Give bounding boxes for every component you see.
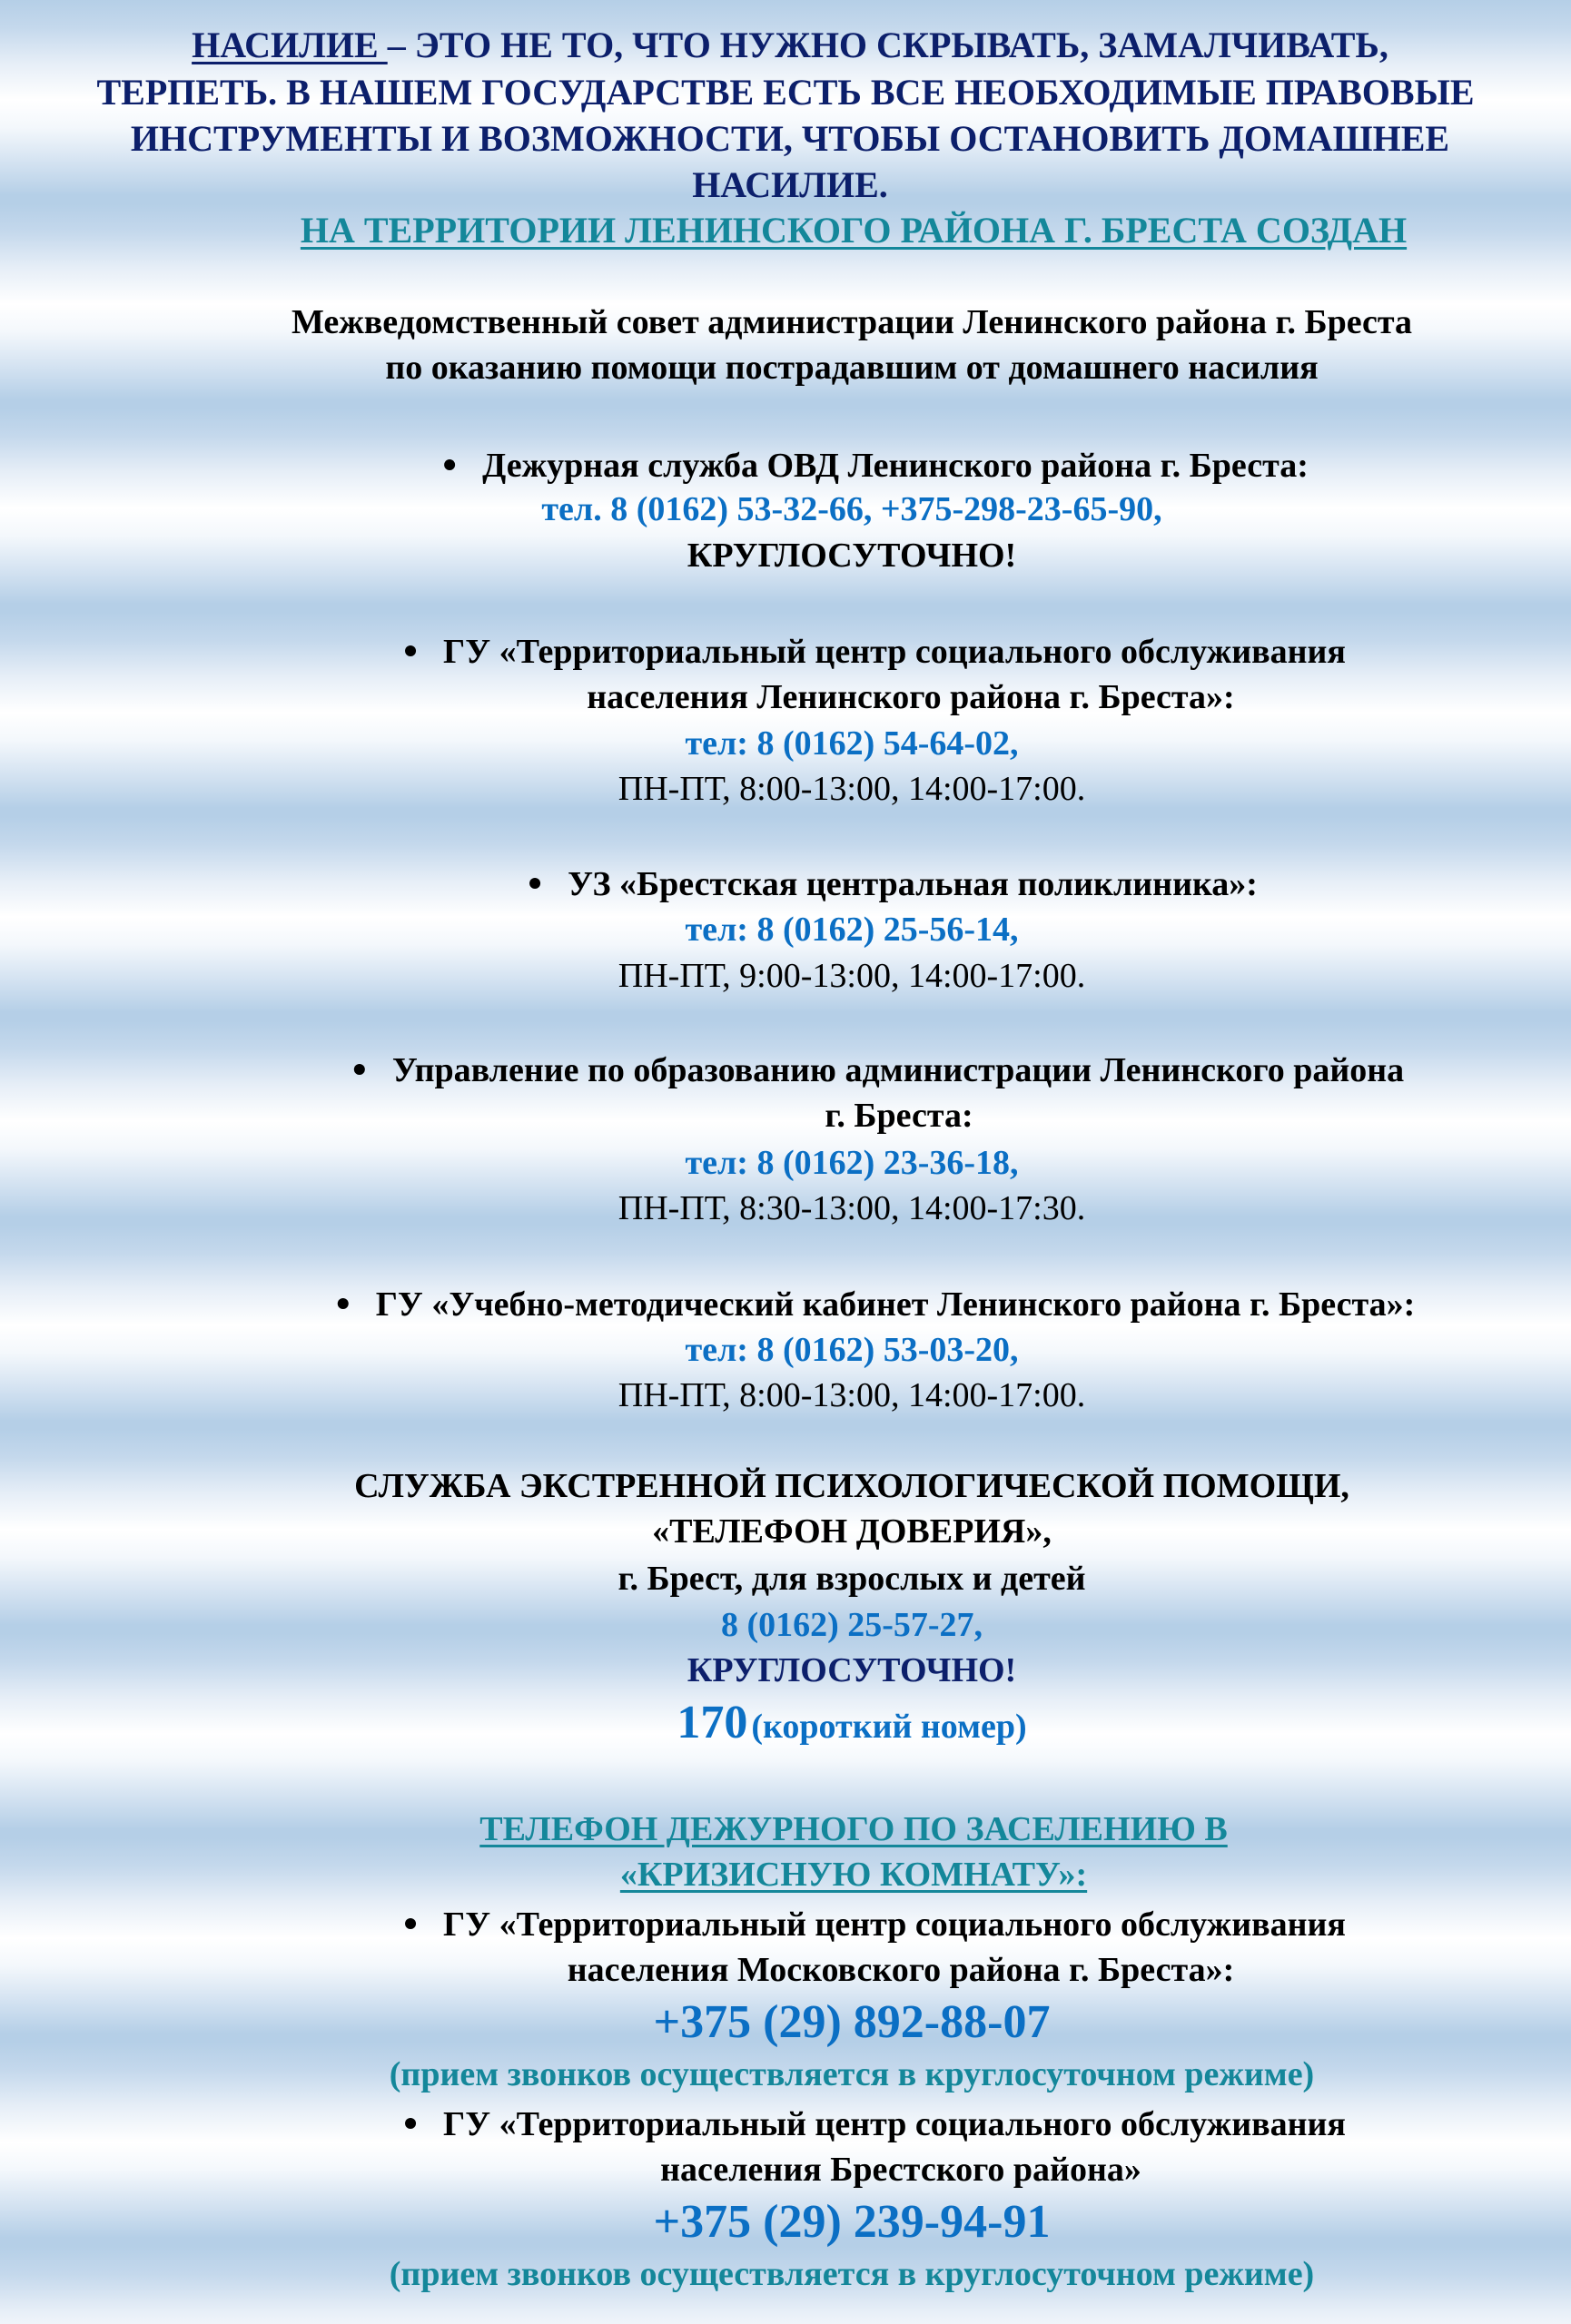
- hotline-title-line-2: «ТЕЛЕФОН ДОВЕРИЯ»,: [652, 1512, 1052, 1551]
- header-line-4: НАСИЛИЕ.: [692, 164, 888, 205]
- bullet-icon: [338, 1298, 349, 1309]
- council-title-line-2: по оказанию помощи пострадавшим от домашнего насилия: [385, 349, 1319, 387]
- short-number-label: (короткий номер): [751, 1708, 1027, 1746]
- crisis-contact-2-note: (прием звонков осуществляется в круглосуточном режиме): [389, 2255, 1315, 2293]
- header-line-3: ИНСТРУМЕНТЫ И ВОЗМОЖНОСТИ, ЧТОБЫ ОСТАНОВИТЬ ДОМАШНЕЕ: [130, 118, 1450, 159]
- contact-1-name: Дежурная служба ОВД Ленинского района г. Бреста:: [444, 448, 1309, 483]
- header-line-1-rest: – ЭТО НЕ ТО, ЧТО НУЖНО СКРЫВАТЬ, ЗАМАЛЧИВАТЬ,: [387, 25, 1388, 65]
- contact-2-name-line-1: ГУ «Территориальный центр социального обслуживания: [405, 635, 1346, 669]
- contact-3-hours: ПН-ПТ, 9:00-13:00, 14:00-17:00.: [618, 957, 1086, 995]
- crisis-contact-2-name-line-2: населения Брестского района»: [660, 2151, 1141, 2189]
- hotline-hours: КРУГЛОСУТОЧНО!: [687, 1651, 1017, 1689]
- contact-5-phone[interactable]: тел: 8 (0162) 53-03-20,: [685, 1331, 1019, 1369]
- crisis-heading-line-2: «КРИЗИСНУЮ КОМНАТУ»:: [619, 1856, 1088, 1894]
- contact-4-name-line-1: Управление по образованию администрации Ленинского района: [354, 1053, 1404, 1088]
- bullet-icon: [529, 878, 540, 889]
- short-number[interactable]: 170: [677, 1697, 748, 1748]
- bullet-icon: [405, 1918, 416, 1929]
- hotline-title-line-1: СЛУЖБА ЭКСТРЕННОЙ ПСИХОЛОГИЧЕСКОЙ ПОМОЩИ,: [354, 1467, 1349, 1505]
- contact-3-phone[interactable]: тел: 8 (0162) 25-56-14,: [685, 911, 1019, 949]
- crisis-contact-1-note: (прием звонков осуществляется в круглосуточном режиме): [389, 2055, 1315, 2093]
- contact-5-name: ГУ «Учебно-методический кабинет Ленинского района г. Бреста»:: [338, 1287, 1416, 1322]
- bullet-icon: [405, 645, 416, 656]
- crisis-contact-2-name-line-1: ГУ «Территориальный центр социального обслуживания: [405, 2107, 1346, 2142]
- hotline-location: г. Брест, для взрослых и детей: [618, 1560, 1086, 1598]
- crisis-contact-2-phone[interactable]: +375 (29) 239-94-91: [653, 2196, 1051, 2248]
- contact-4-phone[interactable]: тел: 8 (0162) 23-36-18,: [685, 1144, 1019, 1182]
- contact-4-hours: ПН-ПТ, 8:30-13:00, 14:00-17:30.: [618, 1189, 1086, 1227]
- contact-5-hours: ПН-ПТ, 8:00-13:00, 14:00-17:00.: [618, 1376, 1086, 1414]
- contact-3-name: УЗ «Брестская центральная поликлиника»:: [529, 867, 1258, 901]
- bullet-icon: [354, 1064, 365, 1075]
- contact-2-hours: ПН-ПТ, 8:00-13:00, 14:00-17:00.: [618, 770, 1086, 808]
- contact-4-name-line-2: г. Бреста:: [825, 1097, 973, 1135]
- crisis-heading-line-1: ТЕЛЕФОН ДЕЖУРНОГО ПО ЗАСЕЛЕНИЮ В: [479, 1810, 1228, 1848]
- crisis-contact-1-phone[interactable]: +375 (29) 892-88-07: [653, 1996, 1051, 2048]
- header-line-2: ТЕРПЕТЬ. В НАШЕМ ГОСУДАРСТВЕ ЕСТЬ ВСЕ НЕОБХОДИМЫЕ ПРАВОВЫЕ: [96, 72, 1475, 113]
- hotline-phone[interactable]: 8 (0162) 25-57-27,: [720, 1606, 983, 1644]
- contact-1-hours: КРУГЛОСУТОЧНО!: [687, 537, 1017, 575]
- header-line-1: [192, 27, 1388, 64]
- crisis-contact-1-name-line-2: населения Московского района г. Бреста»:: [567, 1951, 1235, 1989]
- contact-2-phone[interactable]: тел: 8 (0162) 54-64-02,: [685, 724, 1019, 763]
- header-emphasis-word: НАСИЛИЕ: [192, 25, 388, 65]
- council-title-line-1: Межведомственный совет администрации Ленинского района г. Бреста: [291, 303, 1413, 341]
- bullet-icon: [444, 459, 455, 470]
- contact-1-phone[interactable]: тел. 8 (0162) 53-32-66, +375-298-23-65-90,: [541, 490, 1162, 528]
- district-subtitle: НА ТЕРРИТОРИИ ЛЕНИНСКОГО РАЙОНА Г. БРЕСТА СОЗДАН: [300, 210, 1408, 251]
- hotline-short-number: [677, 1699, 1026, 1747]
- crisis-contact-1-name-line-1: ГУ «Территориальный центр социального обслуживания: [405, 1907, 1346, 1942]
- contact-2-name-line-2: населения Ленинского района г. Бреста»:: [587, 678, 1235, 716]
- bullet-icon: [405, 2118, 416, 2129]
